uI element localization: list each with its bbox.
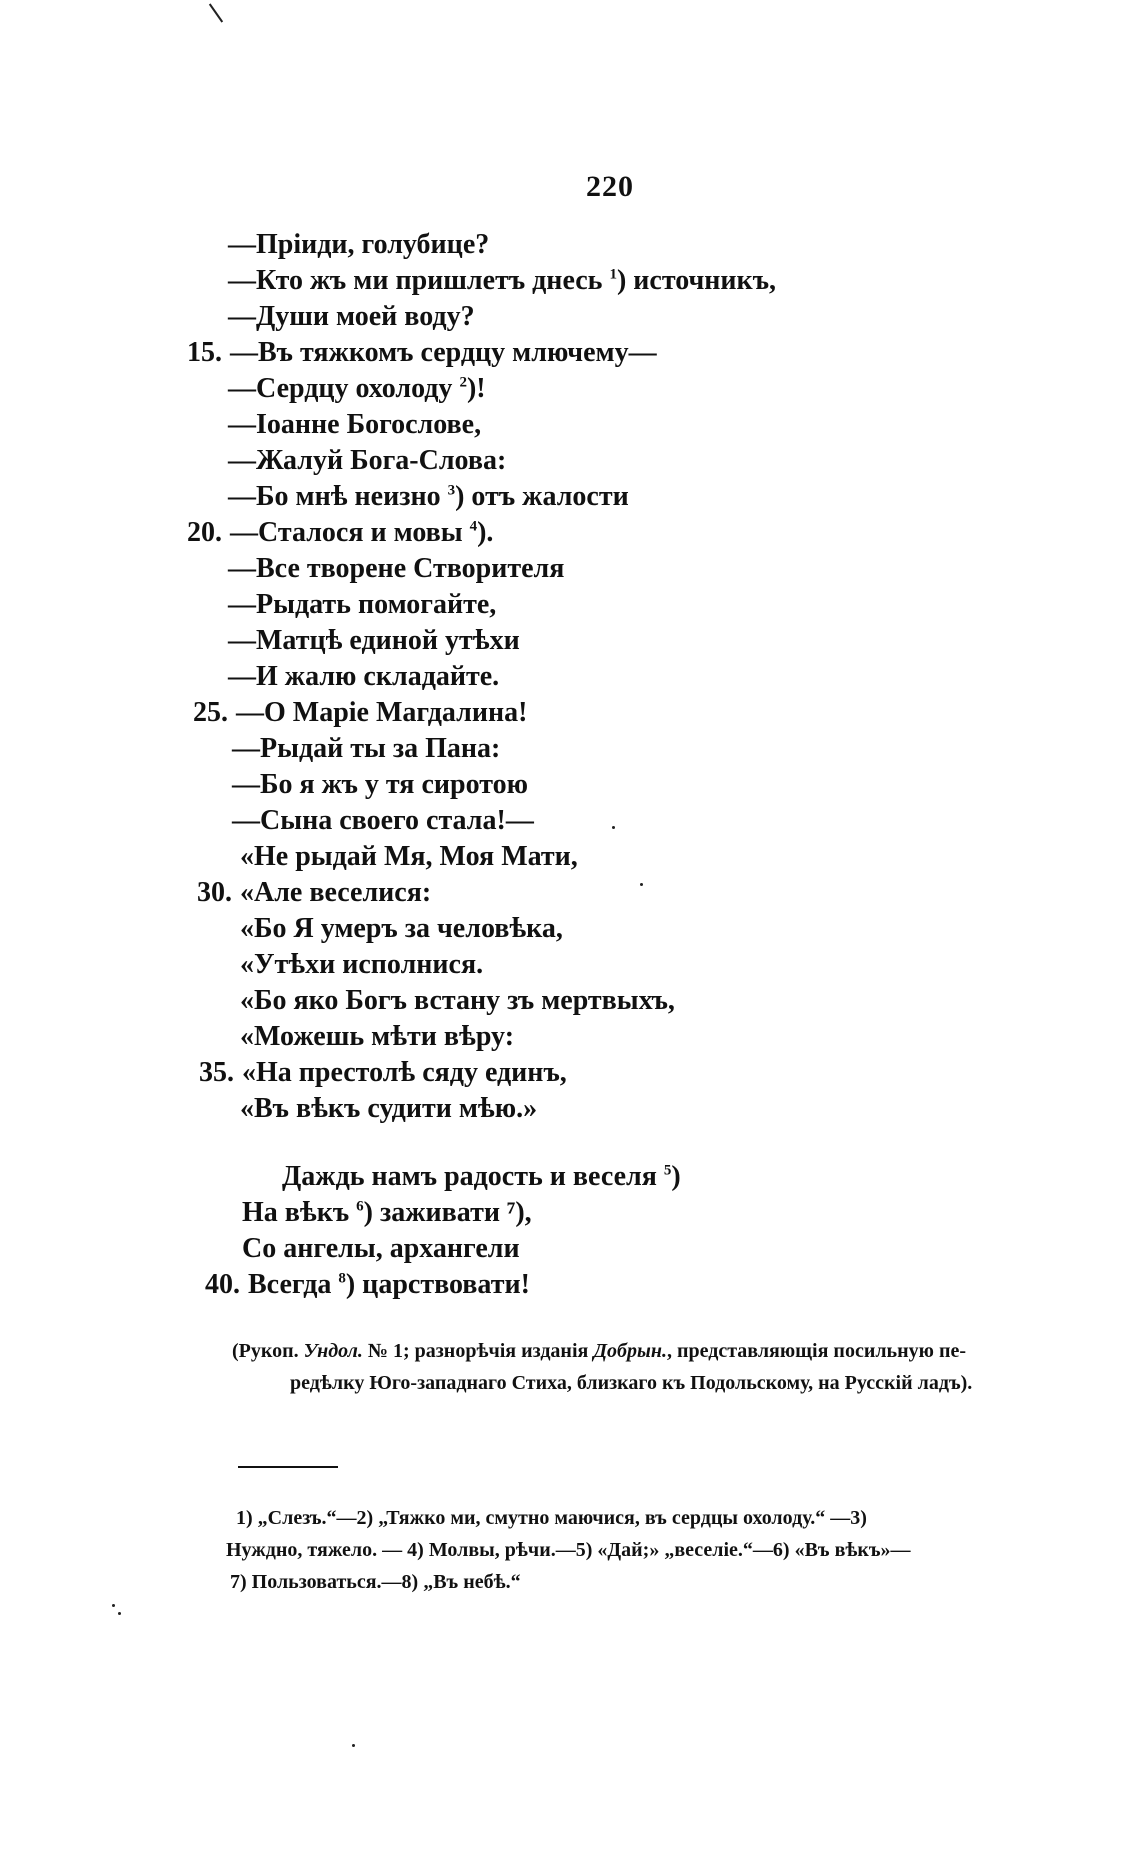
verse-line [180,336,657,370]
verse-line [228,228,489,262]
scan-speck [352,1744,355,1747]
verse-text-after: )! [466,373,486,404]
footnote-divider [238,1466,338,1468]
verse-line [240,840,578,874]
source-note-text-3: , представляющія посильную пе- [666,1340,967,1362]
verse-line [198,1268,530,1302]
verse-line [232,768,528,802]
verse-text: Со ангелы, архангели [242,1233,520,1264]
verse-line [282,1160,681,1194]
verse-text: —Бо мнѣ неизно [228,481,448,512]
verse-text-after: ) заживати ⁷), [363,1197,532,1228]
source-note-line-2: редѣлку Юго-западнаго Стиха, близкаго къ Подольскому, на Русскій ладъ). [290,1372,973,1394]
verse-line [242,1232,520,1266]
verse-text: —Бо я жъ у тя сиротою [232,769,528,800]
footnote-ref: 2 [459,374,467,391]
verse-line [232,732,500,766]
verse-text: «На престолѣ сяду единъ, [242,1057,567,1088]
verse-text: «Можешь мѣти вѣру: [240,1021,515,1052]
scan-speck [612,826,615,829]
footnote-ref: 3 [447,482,456,499]
verse-line [190,876,431,910]
verse-line [228,660,499,694]
verse-line [240,984,675,1018]
verse-text-after: ). [477,517,494,548]
verse-line [240,948,483,982]
verse-text: —Души моей воду? [228,301,475,332]
page-number: 220 [586,170,634,203]
verse-line [228,552,564,586]
verse-text: «Не рыдай Мя, Моя Мати, [240,841,578,872]
scan-speck [112,1604,115,1607]
verse-text: —Жалуй Бога-Слова: [228,445,507,476]
verse-line [240,1020,514,1054]
verse-text: —Сердцу охолоду [228,373,460,404]
verse-line [228,588,496,622]
source-note-text-1: (Рукоп. [232,1340,304,1362]
source-note-edition: Добрын. [593,1340,667,1362]
verse-text: —Пріиди, голубице? [228,229,490,260]
verse-line [180,516,493,550]
verse-text-after: ) источникъ, [616,265,777,296]
verse-text: —Все творене Створителя [228,553,565,584]
verse-text-after: ) царствовати! [345,1269,530,1300]
verse-line [228,480,629,514]
verse-text-after: ) [671,1161,681,1192]
footnote-line-3: 7) Пользоваться.—8) „Въ небѣ.“ [230,1571,521,1593]
footnote-ref: 8 [338,1270,346,1287]
source-note [232,1335,1032,1399]
verse-line [232,804,534,838]
verse-text: —Іоанне Богослове, [228,409,482,440]
verse-line [240,1092,537,1126]
verse-text: «Але веселися: [240,877,432,908]
verse-text: На вѣкъ [242,1197,357,1228]
footnote-line-2: Нуждно, тяжело. — 4) Молвы, рѣчи.—5) «Дай;» „веселіе.“—6) «Въ вѣкъ»— [226,1539,911,1561]
scan-speck [118,1612,121,1615]
verse-line [228,408,481,442]
verse-text: Всегда [248,1269,339,1300]
verse-line [240,912,563,946]
footnote-ref: 4 [469,518,478,535]
footnote-ref: 6 [356,1198,364,1215]
verse-number: 25. [193,697,228,728]
verse-text: —Сына своего стала!— [232,805,534,836]
footnote-line-1: 1) „Слезъ.“—2) „Тяжко ми, смутно маючися, въ сердцы охолоду.“ —3) [236,1507,867,1529]
verse-text: «Бо Я умеръ за человѣка, [240,913,563,944]
verse-line [242,1196,532,1230]
footnote-ref: 1 [609,266,617,283]
verse-line [228,624,520,658]
verse-text: —И жалю складайте. [228,661,500,692]
verse-line [228,444,506,478]
verse-text: «Утѣхи исполнися. [240,949,484,980]
scan-speck [640,883,643,886]
verse-text: —Рыдать помогайте, [228,589,497,620]
verse-text: «Въ вѣкъ судити мѣю.» [240,1093,538,1124]
verse-line [186,696,527,730]
verse-text: Даждь намъ радость и веселя [282,1161,664,1192]
verse-number: 20. [187,517,222,548]
verse-text: —Сталося и мовы [230,517,470,548]
verse-line [228,300,475,334]
verse-number: 40. [205,1269,240,1300]
footnote-ref: 5 [663,1162,672,1179]
verse-number: 30. [197,877,232,908]
verse-text: «Бо яко Богъ встану зъ мертвыхъ, [240,985,675,1016]
verse-number: 15. [187,337,222,368]
verse-line [192,1056,567,1090]
verse-line [228,372,486,406]
verse-text: —Матцѣ единой утѣхи [228,625,520,656]
verse-text: —Рыдай ты за Пана: [232,733,501,764]
verse-text: —О Маріе Магдалина! [236,697,528,728]
verse-number: 35. [199,1057,234,1088]
verse-line [228,264,776,298]
verse-text: —Въ тяжкомъ сердцу млючему— [230,337,657,368]
source-note-manuscript: Ундол. [303,1340,363,1362]
source-note-text-2: № 1; разнорѣчія изданія [362,1340,594,1362]
footnotes [226,1502,1036,1598]
verse-text: —Кто жъ ми пришлетъ днесь [228,265,610,296]
scan-mark [209,3,223,22]
verse-text-after: ) отъ жалости [455,481,629,512]
